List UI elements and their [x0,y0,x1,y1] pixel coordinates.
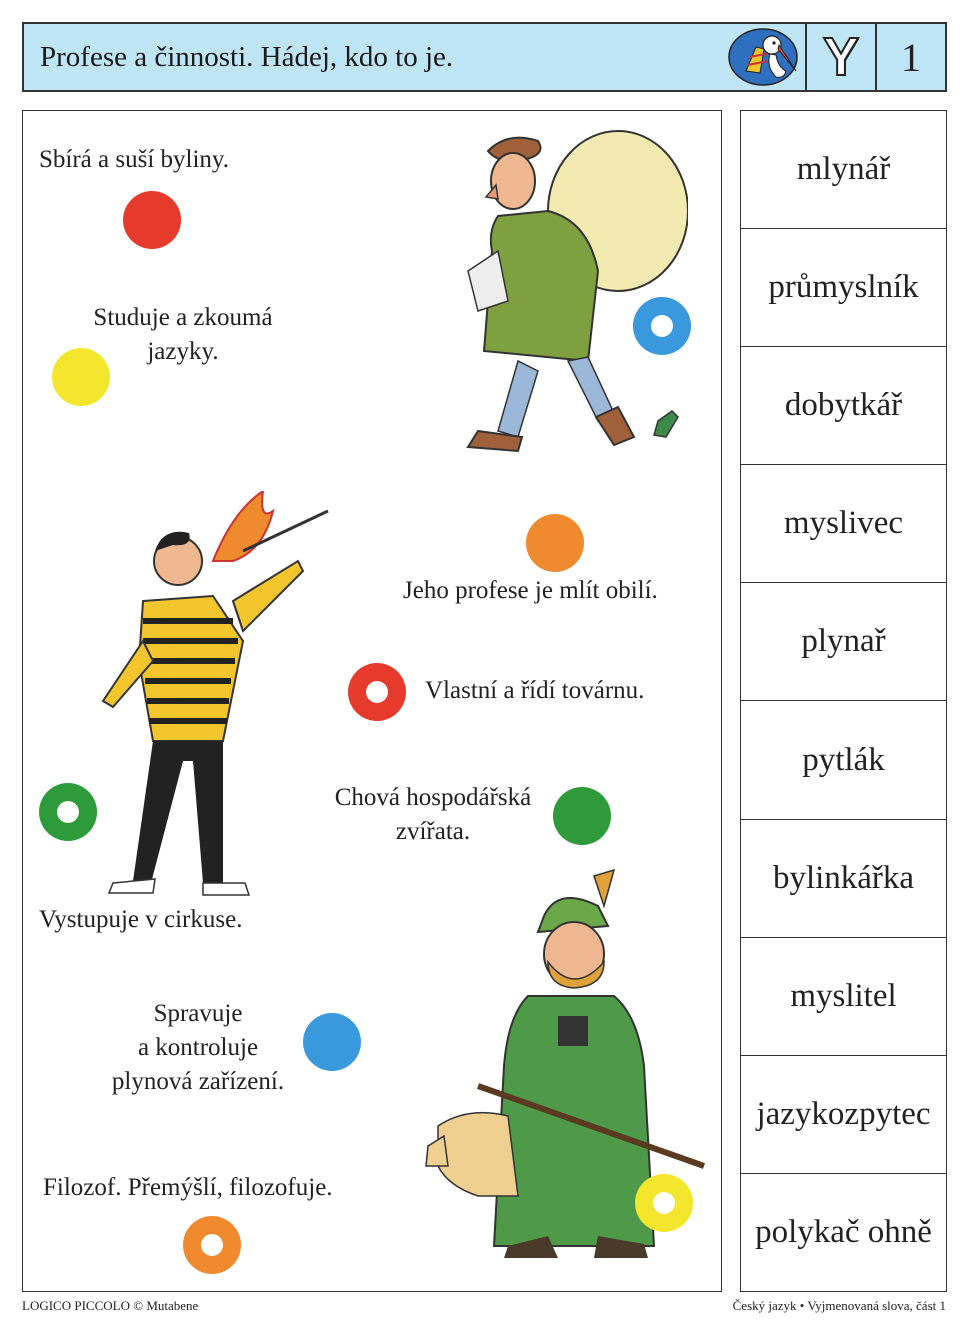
word-cell-pytlak[interactable]: pytlák [741,701,946,819]
footer-subject: Český jazyk • Vyjmenovaná slova, část 1 [732,1298,946,1313]
letter-badge: Y [805,24,875,90]
footer-publisher: LOGICO PICCOLO © Mutabene [22,1298,199,1313]
clue-text-6: Vystupuje v cirkuse. [39,906,243,933]
clue-text-7: Spravuje a kontroluje plynová zařízení. [111,1000,285,1095]
word-list [740,110,947,1292]
header-logo-cell [721,24,805,90]
page-title: Profese a činnosti. Hádej, kdo to je. [40,40,454,73]
stork-logo-icon [726,27,800,87]
poacher-dot-blue-ring[interactable] [633,297,691,355]
clues-panel [22,110,722,1292]
poacher-illustration [428,121,688,471]
clue-text-3: Jeho profese je mlít obilí. [403,577,658,604]
word-cell-polykac-ohne[interactable]: polykač ohně [755,1213,932,1250]
clue-dot-blue-solid[interactable] [303,1013,361,1071]
clue-dot-green-solid[interactable] [553,787,611,845]
word-cell-dobytkar[interactable]: dobytkář [741,347,946,465]
fire-eater-illustration [63,491,343,901]
clue-dot-orange-solid[interactable] [526,514,584,572]
word-cell-prumyslnik[interactable]: průmyslník [741,229,946,347]
word-cell-bylinkarka[interactable]: bylinkářka [741,820,946,938]
page-number: 1 [875,24,945,90]
clue-text-5: Chová hospodářská zvířata. [334,784,532,845]
clue-dot-red-ring[interactable] [348,663,406,721]
clue-dot-red-solid[interactable] [123,191,181,249]
word-cell-jazykozpytec[interactable]: jazykozpytec [741,1056,946,1174]
clue-text-8: Filozof. Přemýšlí, filozofuje. [43,1174,333,1201]
clue-text-2: Studuje a zkoumá jazyky. [93,304,273,365]
word-cell-myslitel[interactable]: myslitel [741,938,946,1056]
hunter-dot-yellow-ring[interactable] [635,1174,693,1232]
clue-dot-orange-ring[interactable] [183,1216,241,1274]
clue-text-4: Vlastní a řídí továrnu. [425,677,645,704]
word-cell-mlynar[interactable]: mlynář [741,111,946,229]
word-cell-plynar[interactable]: plynař [741,583,946,701]
clue-dot-yellow-solid[interactable] [52,348,110,406]
clue-dot-green-ring[interactable] [39,783,97,841]
word-cell-myslivec[interactable]: myslivec [741,465,946,583]
clue-text-1: Sbírá a suší byliny. [39,146,230,173]
header-bar [22,22,947,92]
